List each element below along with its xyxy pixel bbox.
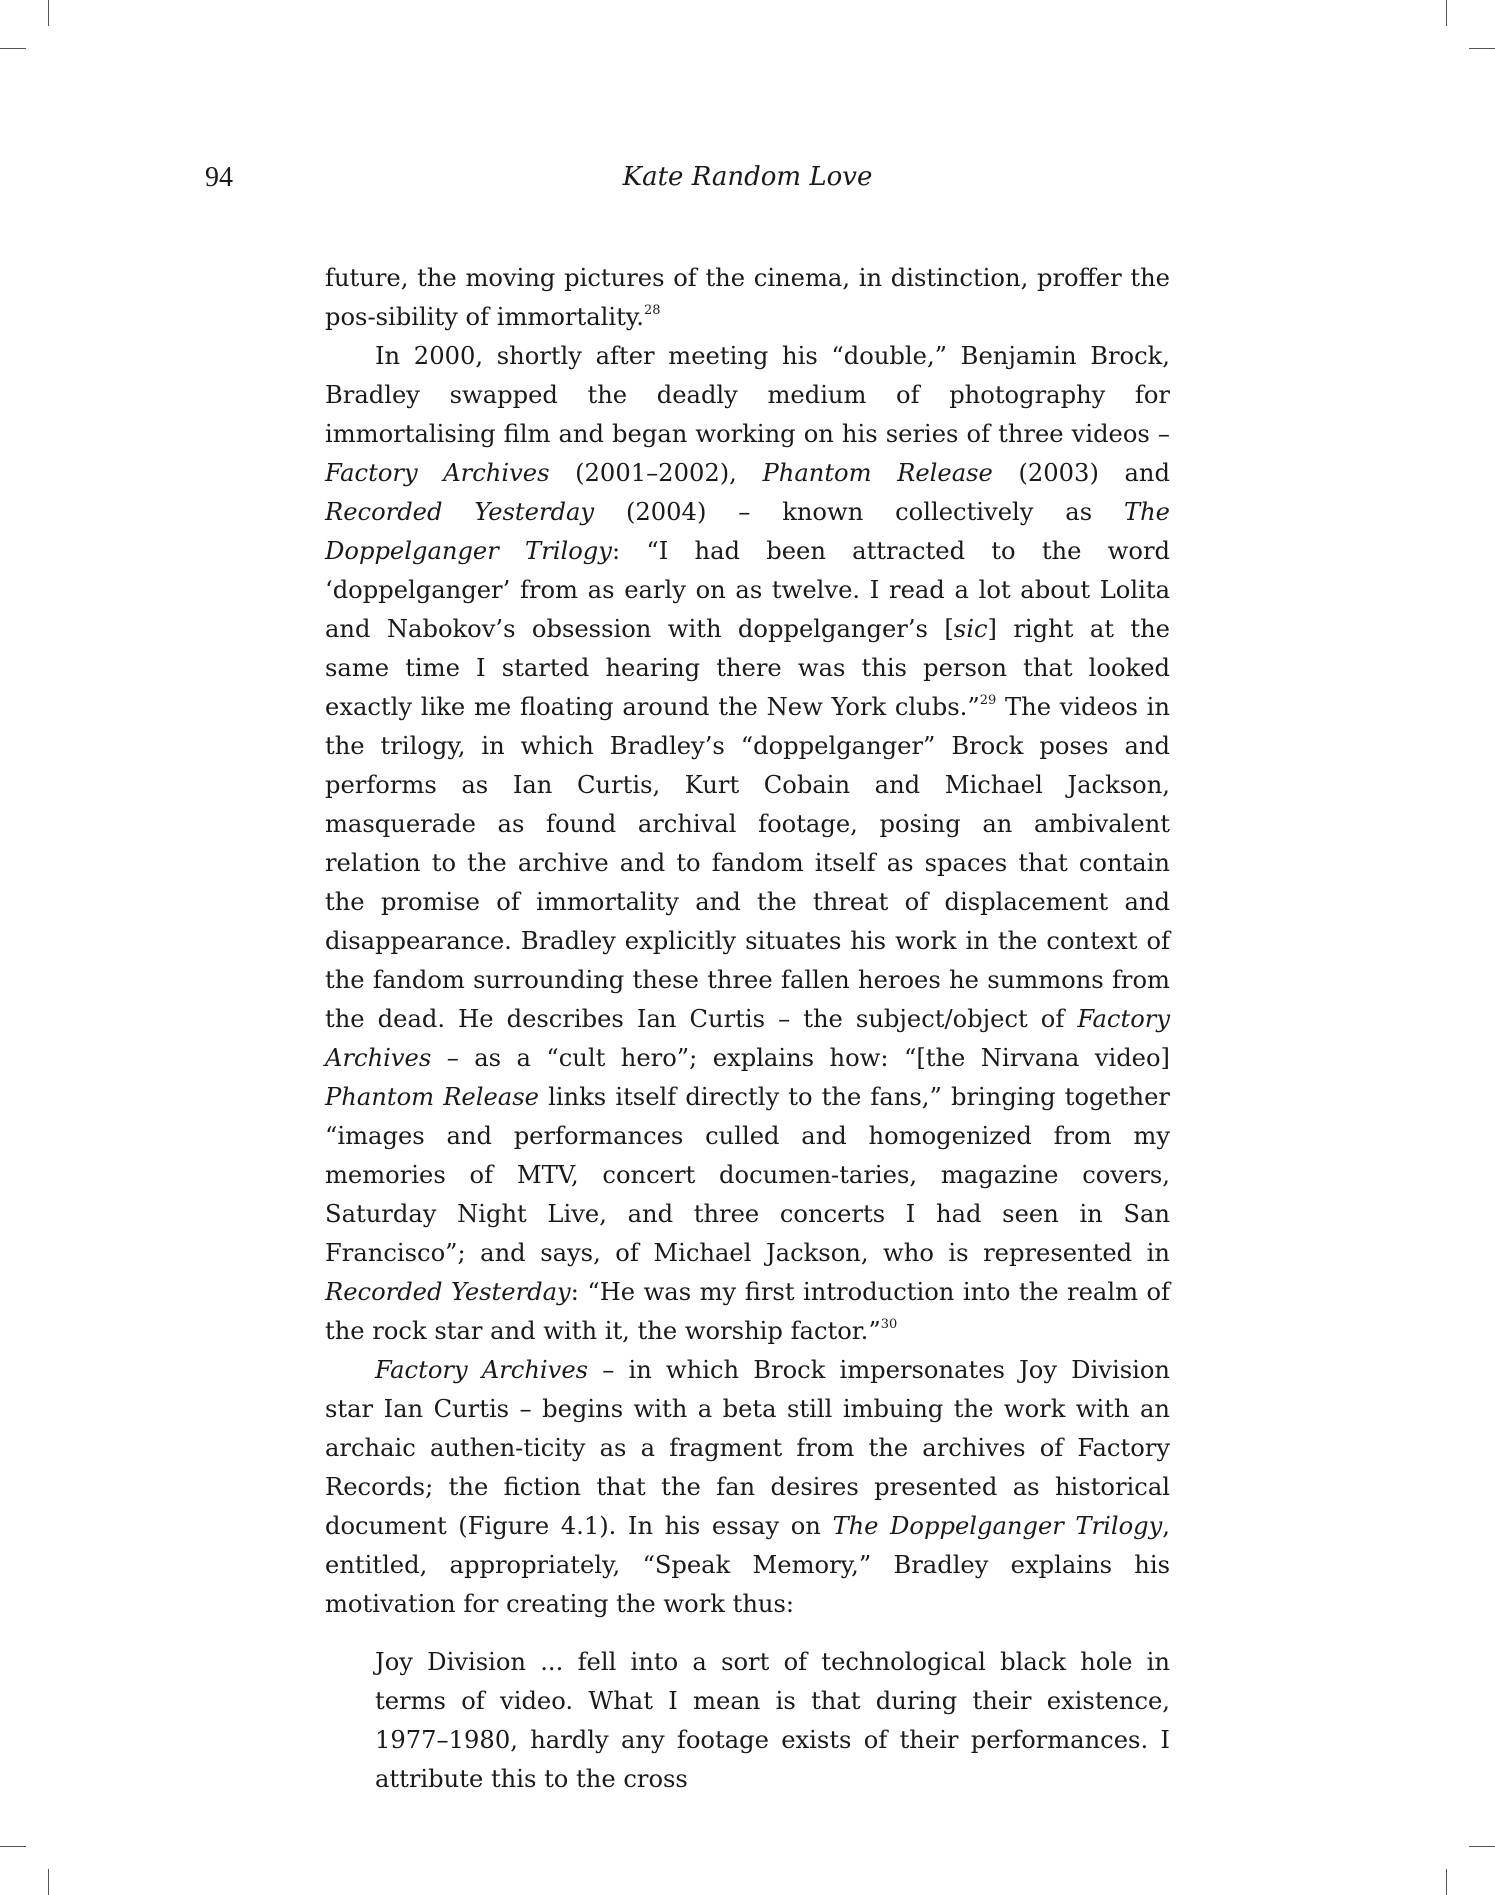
paragraph-doppelganger-trilogy bbox=[325, 337, 1170, 1351]
text-run: – in which Brock impersonates Joy Division star Ian Curtis – begins with a beta still imbuing the work with an archaic authen-ticity as a fragment from the archives of Factory Records; the fiction that the fan desires presented as historical document (Figure 4.1). In his essay on bbox=[325, 1356, 1170, 1540]
paragraph-continuation bbox=[325, 259, 1170, 337]
text-run: ] right at the same time I started hearing there was this person that looked exactly like me floating around the New York clubs.” bbox=[325, 615, 1170, 721]
italic-title: The Doppelganger Trilogy bbox=[832, 1512, 1163, 1540]
page-number: 94 bbox=[205, 162, 233, 193]
italic-sic: sic bbox=[953, 615, 988, 643]
crop-mark-top-left-horizontal bbox=[0, 48, 26, 49]
text-run: (2003) and bbox=[992, 459, 1170, 487]
italic-title: Phantom Release bbox=[325, 1083, 539, 1111]
italic-title: Recorded Yesterday bbox=[325, 498, 595, 526]
text-run: (2001–2002), bbox=[549, 459, 763, 487]
running-head bbox=[205, 162, 1290, 202]
block-quote bbox=[375, 1643, 1170, 1799]
text-run: : “He was my first introduction into the realm of the rock star and with it, the worship factor.” bbox=[325, 1278, 1170, 1345]
text-run: The videos in the trilogy, in which Bradley’s “doppelganger” Brock poses and performs as Ian Curtis, Kurt Cobain and Michael Jackson, masquerade as found archival footage, posing an ambivalent relation to the archive and to fandom itself as spaces that contain the promise of immortality and the threat of displacement and disappearance. Bradley explicitly situates his work in the context of the fandom surrounding these three fallen heroes he summons from the dead. He describes Ian Curtis – the subject/object of bbox=[325, 693, 1170, 1033]
text-run: In 2000, shortly after meeting his “double,” Benjamin Brock, Bradley swapped the deadly medium of photography for immortalising film and began working on his series of three videos – bbox=[325, 342, 1170, 448]
crop-mark-top-left-vertical bbox=[48, 0, 49, 26]
paragraph-factory-archives bbox=[325, 1351, 1170, 1624]
italic-title: Factory Archives bbox=[325, 459, 550, 487]
italic-title: Factory Archives bbox=[325, 1005, 1170, 1072]
italic-title: Recorded Yesterday bbox=[325, 1278, 571, 1306]
footnote-ref-30: 30 bbox=[880, 1316, 898, 1332]
text-run: future, the moving pictures of the cinema, in distinction, proffer the pos-sibility of immortality. bbox=[325, 264, 1170, 331]
italic-title: The Doppelganger Trilogy bbox=[325, 498, 1170, 565]
text-run: : “I had been attracted to the word ‘doppelganger’ from as early on as twelve. I read a lot about Lolita and Nabokov’s obsession with doppelganger’s [ bbox=[325, 537, 1170, 643]
footnote-ref-28: 28 bbox=[643, 302, 661, 318]
body-text bbox=[325, 259, 1170, 1799]
text-run: , entitled, appropriately, “Speak Memory,” Bradley explains his motivation for creating the work thus: bbox=[325, 1512, 1170, 1618]
crop-mark-top-right-vertical bbox=[1446, 0, 1447, 26]
italic-title: Phantom Release bbox=[762, 459, 993, 487]
crop-mark-bottom-right-horizontal bbox=[1469, 1846, 1495, 1847]
italic-title: Factory Archives bbox=[375, 1356, 589, 1384]
crop-mark-top-right-horizontal bbox=[1469, 48, 1495, 49]
text-run: links itself directly to the fans,” bringing together “images and performances culled and homogenized from my memories of MTV, concert documen-taries, magazine covers, Saturday Night Live, and three concerts I had seen in San Francisco”; and says, of Michael Jackson, who is represented in bbox=[325, 1083, 1170, 1267]
crop-mark-bottom-left-horizontal bbox=[0, 1846, 26, 1847]
crop-mark-bottom-right-vertical bbox=[1446, 1869, 1447, 1895]
crop-mark-bottom-left-vertical bbox=[48, 1869, 49, 1895]
footnote-ref-29: 29 bbox=[979, 692, 997, 708]
text-run: (2004) – known collectively as bbox=[594, 498, 1124, 526]
text-run: – as a “cult hero”; explains how: “[the Nirvana video] bbox=[431, 1044, 1170, 1072]
text-run: Joy Division ... fell into a sort of technological black hole in terms of video. What I mean is that during their existence, 1977–1980, hardly any footage exists of their performances. I attribute this to the cross bbox=[375, 1648, 1170, 1793]
running-title: Kate Random Love bbox=[622, 162, 873, 192]
